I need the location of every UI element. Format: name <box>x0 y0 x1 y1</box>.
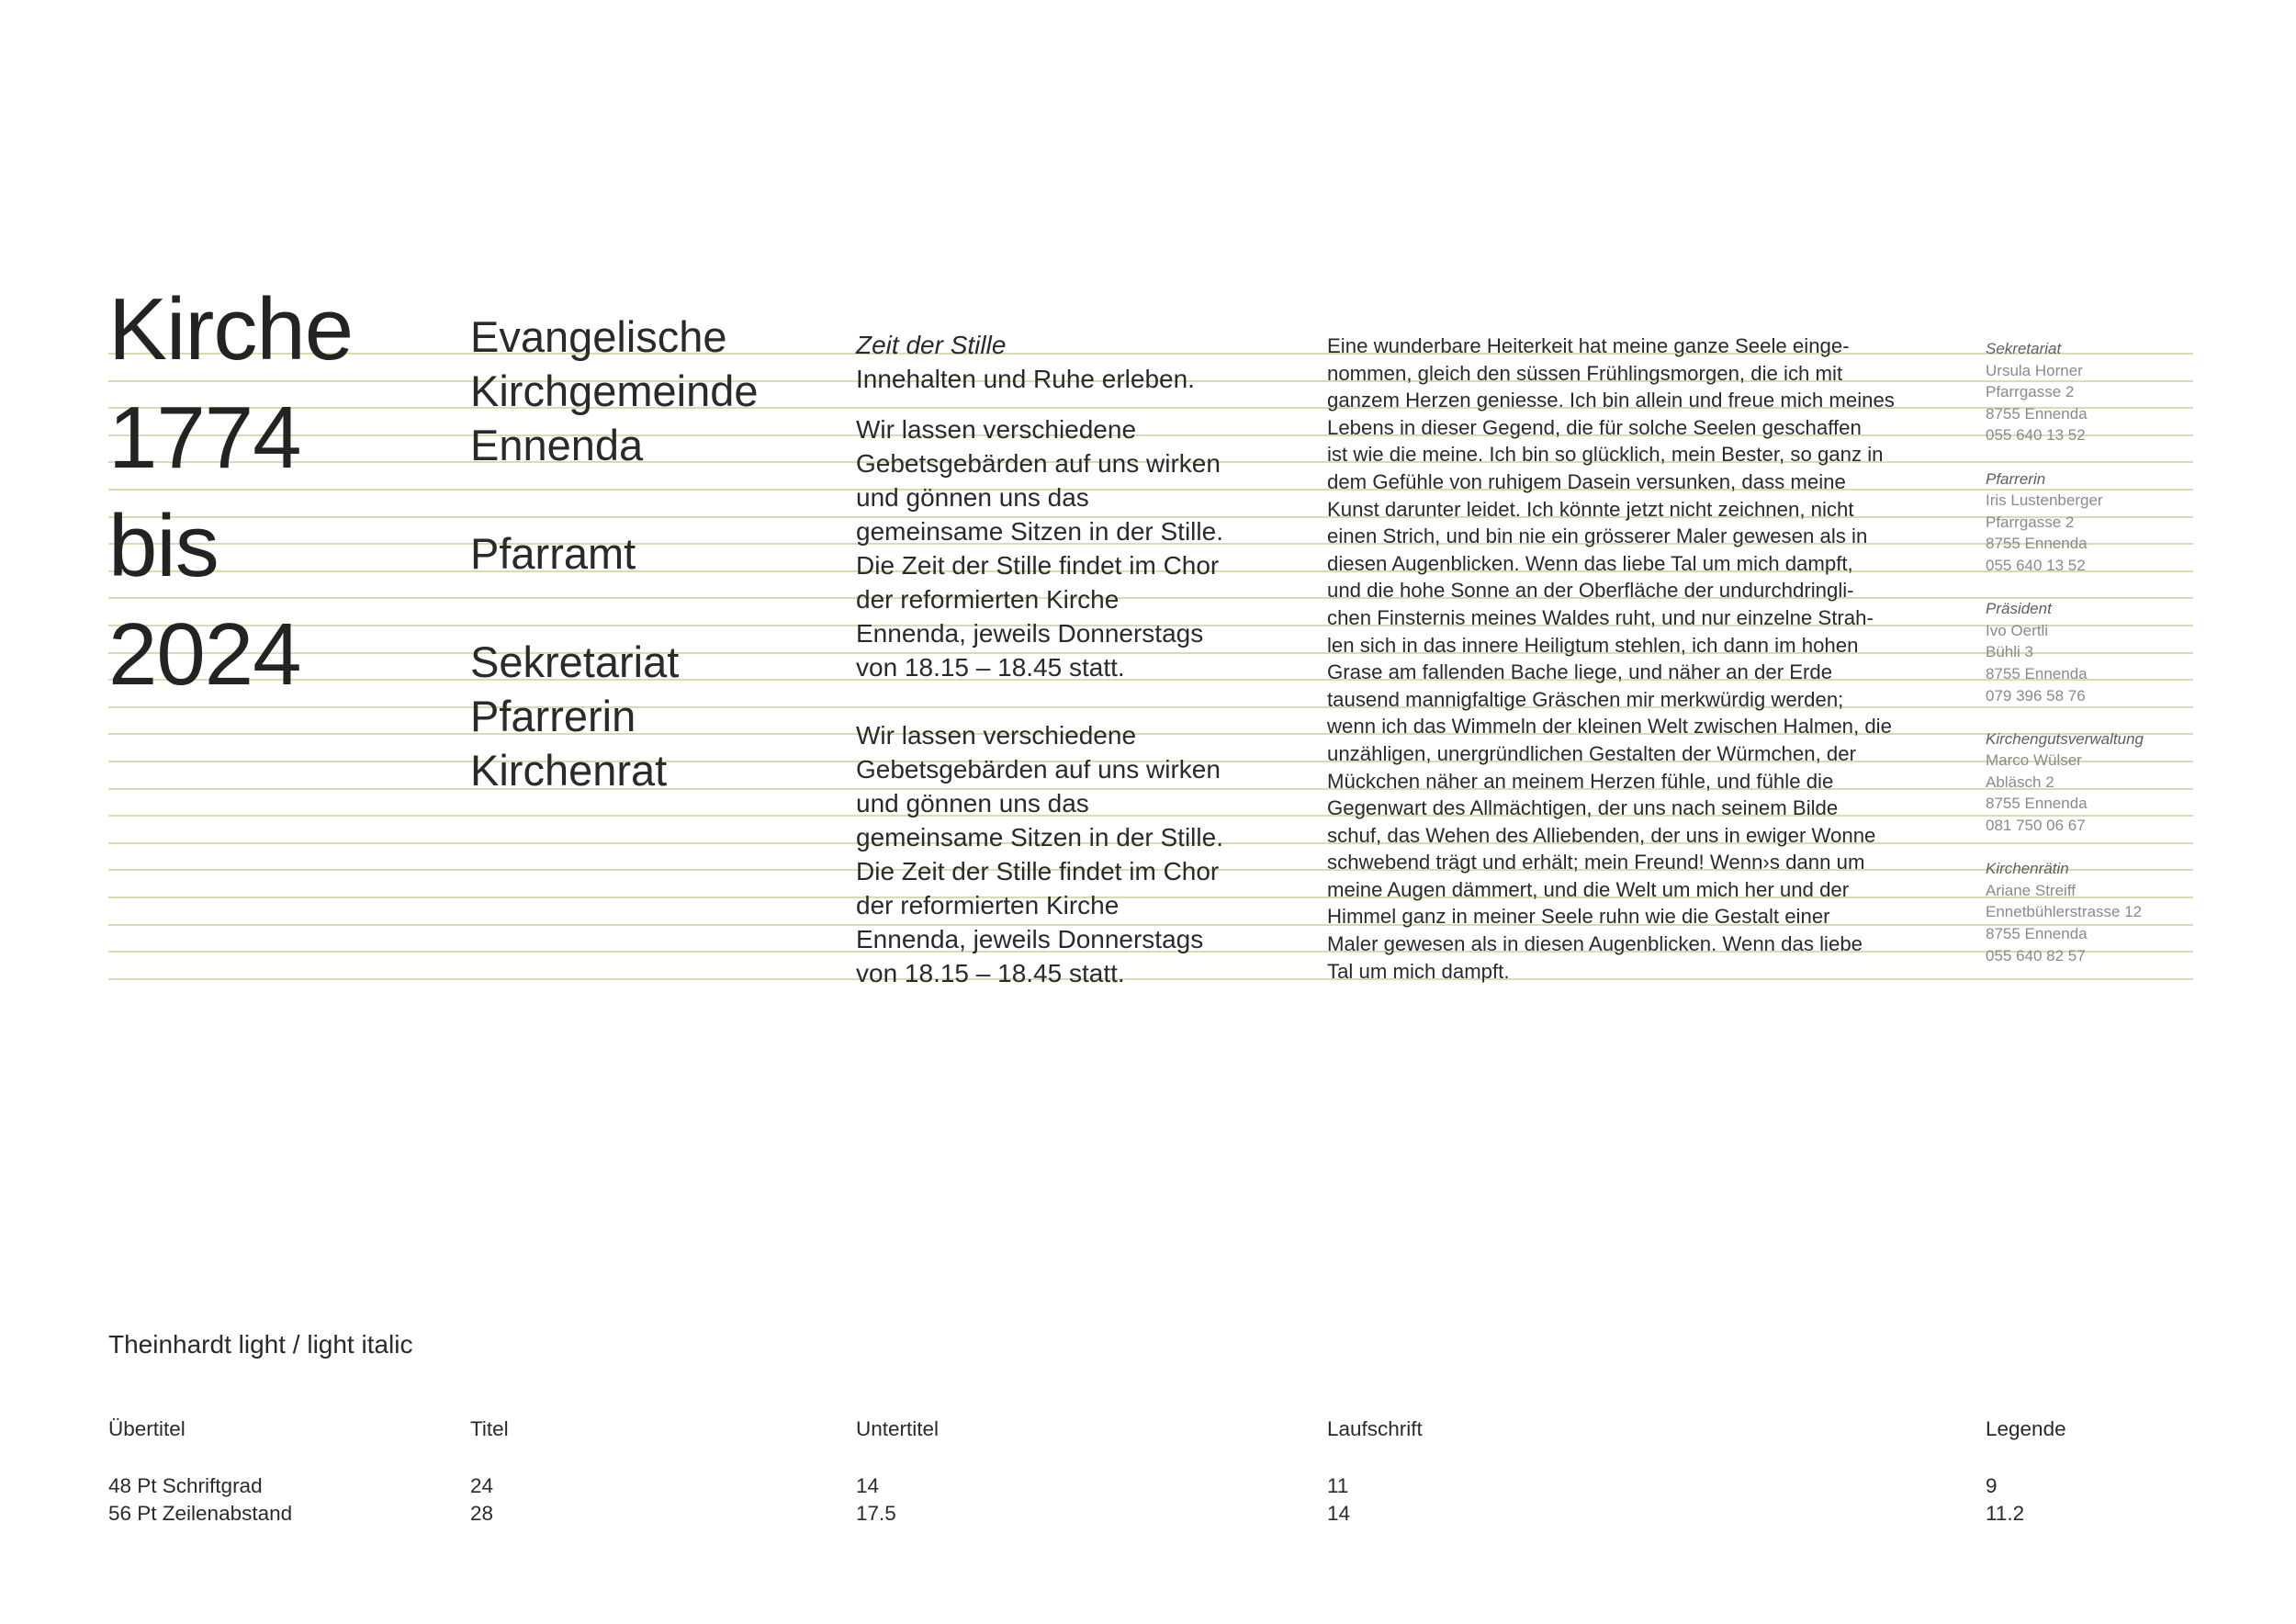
contact-line: 079 396 58 76 <box>1986 686 2086 705</box>
running-text-line: ist wie die meine. Ich bin so glücklich, mein Bester, so ganz in <box>1327 443 1884 467</box>
running-text-line: Eine wunderbare Heiterkeit hat meine ganze Seele einge- <box>1327 334 1850 357</box>
titel-line: Sekretariat <box>470 637 680 686</box>
titel-line: Pfarrerin <box>470 692 636 740</box>
titel-line: Kirchenrat <box>470 746 668 795</box>
untertitel-paragraph <box>856 718 1260 990</box>
spec-size: 11 <box>1327 1474 1349 1497</box>
uebertitel-line: 1774 <box>108 389 301 487</box>
spec-label: Laufschrift <box>1327 1417 1423 1440</box>
contact-line: 8755 Ennenda <box>1986 795 2088 813</box>
uebertitel-line: 2024 <box>108 605 301 704</box>
spec-laufschrift <box>1327 1417 1423 1528</box>
contact-line: Iris Lustenberger <box>1986 491 2103 510</box>
running-text-line: und die hohe Sonne an der Oberfläche der undurchdringli- <box>1327 579 1854 603</box>
uebertitel-column <box>108 276 411 709</box>
paragraph-line: der reformierten Kirche <box>856 891 1120 919</box>
spec-size: 48 Pt Schriftgrad <box>108 1474 263 1497</box>
contact-group <box>1986 468 2197 577</box>
spec-leading: 28 <box>470 1502 494 1525</box>
contact-line: 055 640 82 57 <box>1986 946 2086 964</box>
spec-leading: 56 Pt Zeilenabstand <box>108 1502 293 1525</box>
titel-line: Evangelische <box>470 312 727 361</box>
paragraph-line: Ennenda, jeweils Donnerstags <box>856 925 1204 953</box>
paragraph-line: Wir lassen verschiedene <box>856 721 1137 750</box>
titel-block <box>470 635 838 797</box>
contact-line: 055 640 13 52 <box>1986 426 2086 445</box>
contact-role: Kirchenrätin <box>1986 860 2069 878</box>
contact-line: Marco Wülser <box>1986 751 2082 770</box>
running-text-line: Tal um mich dampft. <box>1327 959 1510 983</box>
running-text-line: einen Strich, und bin nie ein grösserer Maler gewesen als in <box>1327 524 1868 548</box>
contact-line: 8755 Ennenda <box>1986 404 2088 423</box>
titel-line: Kirchgemeinde <box>470 367 759 415</box>
running-text-line: Grase am fallenden Bache liege, und näher an der Erde <box>1327 660 1833 684</box>
titel-block <box>470 310 838 472</box>
uebertitel-line: Kirche <box>108 280 354 378</box>
running-text-line: schwebend trägt und erhält; mein Freund! Wenn›s dann um <box>1327 851 1865 874</box>
spec-legende <box>1986 1417 2066 1528</box>
paragraph-line: Wir lassen verschiedene <box>856 415 1137 444</box>
contact-group <box>1986 598 2197 706</box>
running-text-line: schuf, das Wehen des Alliebenden, der uns in ewiger Wonne <box>1327 823 1876 847</box>
legende-column <box>1986 338 2197 988</box>
contact-line: 081 750 06 67 <box>1986 817 2086 835</box>
font-name: Theinhardt light / light italic <box>108 1330 413 1359</box>
spec-size: 24 <box>470 1474 494 1497</box>
untertitel-column <box>856 328 1260 990</box>
contact-line: 055 640 13 52 <box>1986 556 2086 574</box>
titel-block <box>470 526 838 581</box>
untertitel-paragraph <box>856 412 1260 684</box>
running-text-line: Mückchen näher an meinem Herzen fühle, und fühle die <box>1327 769 1834 793</box>
running-text-line: meine Augen dämmert, und die Welt um mich her und der <box>1327 877 1850 901</box>
paragraph-line: von 18.15 – 18.45 statt. <box>856 653 1125 682</box>
spec-label: Übertitel <box>108 1417 186 1440</box>
contact-line: Bühli 3 <box>1986 643 2033 661</box>
contact-role: Sekretariat <box>1986 340 2062 357</box>
running-text-line: Gegenwart des Allmächtigen, der uns nach seinem Bilde <box>1327 796 1839 820</box>
spec-titel <box>470 1417 509 1528</box>
contact-group <box>1986 338 2197 446</box>
untertitel-heading: Zeit der Stille <box>856 331 1007 359</box>
paragraph-line: Ennenda, jeweils Donnerstags <box>856 619 1204 648</box>
paragraph-line: der reformierten Kirche <box>856 585 1120 614</box>
paragraph-line: Die Zeit der Stille findet im Chor <box>856 551 1220 580</box>
titel-line: Ennenda <box>470 421 644 469</box>
titel-line: Pfarramt <box>470 529 636 578</box>
spec-size: 9 <box>1986 1474 1998 1497</box>
running-text-line: unzähligen, unergründlichen Gestalten der Würmchen, der <box>1327 741 1856 765</box>
running-text-line: len sich in das innere Heiligtum stehlen, ich dann im hohen <box>1327 633 1859 657</box>
contact-role: Pfarrerin <box>1986 469 2046 488</box>
spec-untertitel <box>856 1417 939 1528</box>
contact-line: Ivo Oertli <box>1986 621 2049 639</box>
running-text-line: dem Gefühle von ruhigem Dasein versunken, dass meine <box>1327 469 1846 493</box>
contact-line: Pfarrgasse 2 <box>1986 513 2075 531</box>
contact-line: 8755 Ennenda <box>1986 925 2088 943</box>
running-text-line: nommen, gleich den süssen Frühlingsmorgen, die ich mit <box>1327 361 1843 385</box>
spec-size: 14 <box>856 1474 880 1497</box>
spec-leading: 14 <box>1327 1502 1351 1525</box>
contact-role: Präsident <box>1986 600 2052 618</box>
paragraph-line: Gebetsgebärden auf uns wirken <box>856 449 1221 478</box>
running-text-line: diesen Augenblicken. Wenn das liebe Tal um mich dampft, <box>1327 551 1853 575</box>
running-text-line: Himmel ganz in meiner Seele ruhn wie die Gestalt einer <box>1327 905 1830 929</box>
contact-line: Abläsch 2 <box>1986 773 2054 791</box>
paragraph-line: Gebetsgebärden auf uns wirken <box>856 755 1221 784</box>
contact-line: Pfarrgasse 2 <box>1986 383 2075 401</box>
contact-role: Kirchengutsverwaltung <box>1986 729 2144 748</box>
paragraph-line: von 18.15 – 18.45 statt. <box>856 959 1125 987</box>
untertitel-subheading: Innehalten und Ruhe erleben. <box>856 365 1195 393</box>
running-text-line: tausend mannigfaltige Gräschen mir merkwürdig werden; <box>1327 687 1844 711</box>
contact-group <box>1986 858 2197 966</box>
running-text-line: wenn ich das Wimmeln der kleinen Welt zwischen Halmen, die <box>1327 715 1892 739</box>
contact-line: 8755 Ennenda <box>1986 535 2088 553</box>
contact-line: Ursula Horner <box>1986 361 2083 379</box>
paragraph-line: Die Zeit der Stille findet im Chor <box>856 857 1220 885</box>
paragraph-line: gemeinsame Sitzen in der Stille. <box>856 823 1223 851</box>
titel-column <box>470 310 838 797</box>
running-text-line: Maler gewesen als in diesen Augenblicken. Wenn das liebe <box>1327 932 1863 956</box>
paragraph-line: und gönnen uns das <box>856 483 1089 512</box>
contact-line: Ennetbühlerstrasse 12 <box>1986 903 2143 921</box>
running-text-line: ganzem Herzen geniesse. Ich bin allein und freue mich meines <box>1327 389 1895 412</box>
running-text-line: Kunst darunter leidet. Ich könnte jetzt nicht zeichnen, nicht <box>1327 497 1854 521</box>
spec-leading: 11.2 <box>1986 1502 2025 1525</box>
uebertitel-line: bis <box>108 497 219 595</box>
paragraph-line: und gönnen uns das <box>856 789 1089 818</box>
running-text-line: chen Finsternis meines Waldes ruht, und nur einzelne Strah- <box>1327 605 1874 629</box>
paragraph-line: gemeinsame Sitzen in der Stille. <box>856 517 1223 546</box>
running-text-line: Lebens in dieser Gegend, die für solche Seelen geschaffen <box>1327 415 1862 439</box>
spec-label: Legende <box>1986 1417 2066 1440</box>
contact-group <box>1986 728 2197 837</box>
contact-line: Ariane Streiff <box>1986 881 2076 899</box>
spec-uebertitel <box>108 1417 292 1528</box>
spec-label: Untertitel <box>856 1417 940 1440</box>
laufschrift-column <box>1327 333 1915 985</box>
spec-label: Titel <box>470 1417 509 1440</box>
spec-leading: 17.5 <box>856 1502 896 1525</box>
contact-line: 8755 Ennenda <box>1986 664 2088 682</box>
